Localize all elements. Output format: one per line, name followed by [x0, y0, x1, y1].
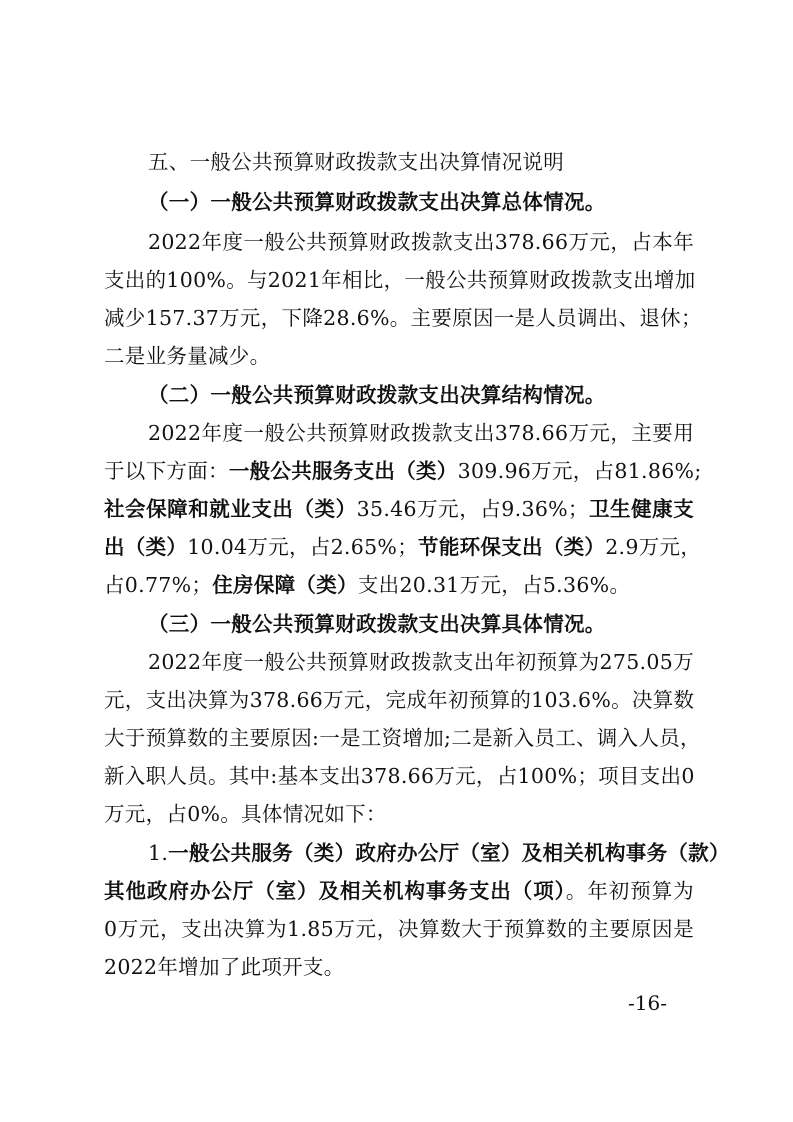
text-run: 于以下方面：	[104, 459, 229, 483]
category-label: 一般公共服务支出（类）	[228, 459, 458, 483]
category-label: 节能环保支出（类）	[418, 535, 606, 559]
paragraph-1-line-4: 二是业务量减少。	[104, 344, 271, 368]
subsection-title-2: （二）一般公共预算财政拨款支出决算结构情况。	[148, 383, 606, 407]
category-label: 卫生健康支	[588, 497, 695, 521]
subsection-title-3: （三）一般公共预算财政拨款支出决算具体情况。	[148, 612, 606, 636]
category-label: 社会保障和就业支出（类）	[104, 497, 357, 521]
subsection-title-1: （一）一般公共预算财政拨款支出决算总体情况。	[148, 190, 606, 214]
text-run: 占0.77%；	[104, 573, 213, 597]
paragraph-1-line-3: 减少157.37万元，下降28.6%。主要原因一是人员调出、退休；	[104, 306, 702, 330]
item-1-line-1	[148, 838, 730, 868]
paragraph-2-line-1: 2022年度一般公共预算财政拨款支出378.66万元，主要用	[148, 421, 694, 445]
paragraph-1-line-1: 2022年度一般公共预算财政拨款支出378.66万元，占本年	[148, 230, 694, 254]
text-run: 10.04万元，占2.65%；	[187, 535, 419, 559]
text-run: 。年初预算为	[565, 879, 694, 903]
paragraph-3-line-5: 万元，占0%。具体情况如下：	[104, 802, 387, 826]
item-title: 一般公共服务（类）政府办公厅（室）及相关机构事务（款）	[168, 841, 730, 865]
category-label: 出（类）	[104, 535, 188, 559]
section-heading: 五、一般公共预算财政拨款支出决算情况说明	[148, 150, 564, 174]
paragraph-2-line-3	[104, 494, 694, 524]
item-1-line-3: 0万元，支出决算为1.85万元，决算数大于预算数的主要原因是	[104, 917, 694, 941]
category-label: 住房保障（类）	[212, 573, 358, 597]
paragraph-1-line-2: 支出的100%。与2021年相比，一般公共预算财政拨款支出增加	[104, 268, 696, 292]
text-run: 2.9万元，	[605, 535, 702, 559]
paragraph-2-line-4	[104, 532, 702, 562]
text-run: 309.96万元，占81.86%;	[457, 459, 702, 483]
item-title-continued: 其他政府办公厅（室）及相关机构事务支出（项）	[104, 879, 566, 903]
item-1-line-2	[104, 876, 694, 906]
paragraph-2-line-2	[104, 456, 702, 486]
text-run: 35.46万元，占9.36%；	[356, 497, 589, 521]
paragraph-3-line-3: 大于预算数的主要原因:一是工资增加;二是新入员工、调入人员，	[104, 726, 701, 750]
item-number: 1.	[148, 841, 169, 865]
item-1-line-4: 2022年增加了此项开支。	[104, 955, 345, 979]
paragraph-3-line-4: 新入职人员。其中:基本支出378.66万元，占100%；项目支出0	[104, 764, 695, 788]
paragraph-2-line-5	[104, 570, 694, 600]
paragraph-3-line-2: 元，支出决算为378.66万元，完成年初预算的103.6%。决算数	[104, 688, 695, 712]
page-number: -16-	[628, 991, 667, 1015]
text-run: 支出20.31万元，占5.36%。	[357, 573, 631, 597]
paragraph-3-line-1: 2022年度一般公共预算财政拨款支出年初预算为275.05万	[148, 650, 694, 674]
